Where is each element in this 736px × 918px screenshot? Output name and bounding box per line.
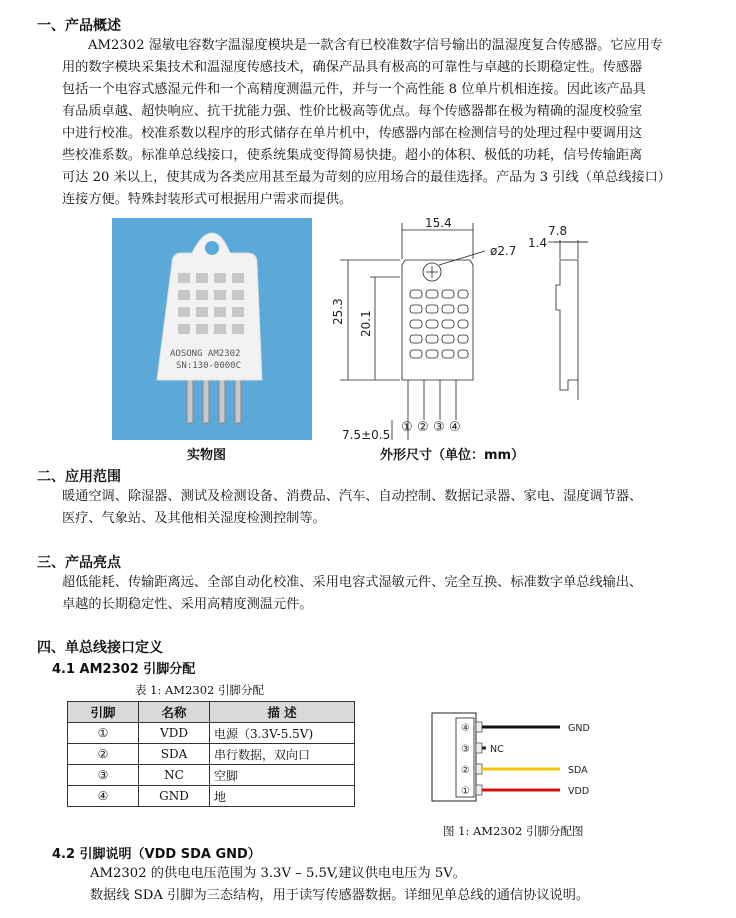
- dimension-drawing-svg: [330, 215, 620, 443]
- photo-caption: 实物图: [187, 448, 227, 463]
- section1-line: 有品质卓越、超快响应、抗干扰能力强、性价比极高等优点。每个传感器都在极为精确的湿度校验室: [62, 104, 643, 119]
- section4-sub2: 4.2 引脚说明（VDD SDA GND）: [52, 847, 261, 862]
- section1-line: 些校准系数。标准单总线接口，使系统集成变得简易快捷。超小的体积、极低的功耗，信号传输距离: [62, 148, 643, 163]
- pin-table-wrapper: [67, 701, 355, 807]
- section3-paragraph: [62, 572, 712, 616]
- table-cell: SDA: [139, 744, 210, 765]
- dim-side-pin: 1.4: [528, 236, 548, 250]
- sensor-photo-image: [112, 218, 312, 440]
- fig-pin-label: GND: [568, 723, 590, 734]
- dimensions-caption: 外形尺寸（单位：mm）: [380, 448, 525, 463]
- pin-figure-svg: [428, 708, 628, 804]
- fig-pin-num: ④: [461, 723, 470, 734]
- dimension-drawing: [330, 215, 620, 443]
- section1-line: 可达 20 米以上，使其成为各类应用甚至最为苛刻的应用场合的最佳选择。产品为 3 引线（单总线接口）: [62, 170, 671, 185]
- table-caption: 表 1: AM2302 引脚分配: [135, 683, 265, 697]
- section1-line: 包括一个电容式感湿元件和一个高精度测温元件，并与一个高性能 8 位单片机相连接。因此该产品具: [62, 82, 646, 97]
- pin-number: ③: [433, 420, 445, 435]
- dim-side-depth: 7.8: [548, 224, 568, 238]
- section4-sub1: 4.1 AM2302 引脚分配: [52, 662, 196, 677]
- sensor-label-line1: AOSONG AM2302: [170, 349, 241, 359]
- fig-pin-num: ②: [461, 765, 470, 776]
- pin-number: ④: [449, 420, 461, 435]
- section4-line: 数据线 SDA 引脚为三态结构，用于读写传感器数据。详细见单总线的通信协议说明。: [90, 888, 590, 903]
- dim-width: 15.4: [425, 216, 452, 230]
- table-row: [68, 765, 355, 786]
- sensor-label-line2: SN:130-0000C: [176, 361, 242, 371]
- dim-hole: ø2.7: [490, 244, 517, 258]
- table-header-row: [68, 702, 355, 723]
- pin-number: ①: [401, 420, 413, 435]
- section1-line: AM2302 湿敏电容数字温湿度模块是一款含有已校准数字信号输出的温湿度复合传感器。它应用专: [88, 38, 664, 53]
- table-cell: GND: [139, 786, 210, 807]
- section1-title: 一、产品概述: [37, 18, 121, 34]
- table-header: 名称: [139, 702, 210, 723]
- fig-pin-label: VDD: [568, 786, 590, 797]
- table-row: [68, 723, 355, 744]
- section1-line: 中进行校准。校准系数以程序的形式储存在单片机中，传感器内部在检测信号的处理过程中要调用这: [62, 126, 643, 141]
- dim-pitch: 7.5±0.5: [342, 428, 391, 442]
- product-photo: [112, 218, 312, 440]
- fig-pin-num: ③: [461, 744, 470, 755]
- pin-table: [67, 701, 355, 807]
- table-cell: ③: [68, 765, 139, 786]
- table-cell: 串行数据，双向口: [210, 744, 355, 765]
- section4-title: 四、单总线接口定义: [37, 640, 163, 656]
- table-cell: ④: [68, 786, 139, 807]
- table-cell: 电源（3.3V-5.5V): [210, 723, 355, 744]
- fig-pin-num: ①: [461, 786, 470, 797]
- pin-figure: [428, 708, 628, 804]
- section2-paragraph: [62, 486, 712, 530]
- section2-title: 二、应用范围: [37, 469, 121, 485]
- table-cell: NC: [139, 765, 210, 786]
- section4-paragraph: [90, 863, 720, 907]
- table-header: 描 述: [210, 702, 355, 723]
- table-cell: ①: [68, 723, 139, 744]
- table-cell: 地: [210, 786, 355, 807]
- table-cell: 空脚: [210, 765, 355, 786]
- section1-line: 连接方便。特殊封装形式可根据用户需求而提供。: [62, 192, 353, 207]
- table-cell: ②: [68, 744, 139, 765]
- section4-line: AM2302 的供电电压范围为 3.3V – 5.5V,建议供电电压为 5V。: [90, 866, 466, 881]
- section1-line: 用的数字模块采集技术和温湿度传感技术，确保产品具有极高的可靠性与卓越的长期稳定性。传感器: [62, 60, 643, 75]
- table-row: [68, 786, 355, 807]
- section2-line: 暖通空调、除湿器、测试及检测设备、消费品、汽车、自动控制、数据记录器、家电、湿度调节器、: [62, 489, 643, 504]
- dim-height-body: 20.1: [359, 310, 373, 337]
- section1-paragraph: [62, 35, 712, 211]
- section3-line: 卓越的长期稳定性、采用高精度测温元件。: [62, 597, 313, 612]
- table-header: 引脚: [68, 702, 139, 723]
- section3-line: 超低能耗、传输距离远、全部自动化校准、采用电容式湿敏元件、完全互换、标准数字单总线输出、: [62, 575, 643, 590]
- table-row: [68, 744, 355, 765]
- table-cell: VDD: [139, 723, 210, 744]
- dim-height-total: 25.3: [331, 298, 345, 325]
- fig-pin-label: NC: [490, 744, 504, 755]
- fig-pin-label: SDA: [568, 765, 588, 776]
- pin-number: ②: [417, 420, 429, 435]
- section2-line: 医疗、气象站、及其他相关湿度检测控制等。: [62, 511, 326, 526]
- figure-caption: 图 1: AM2302 引脚分配图: [443, 824, 584, 838]
- section3-title: 三、产品亮点: [37, 555, 121, 571]
